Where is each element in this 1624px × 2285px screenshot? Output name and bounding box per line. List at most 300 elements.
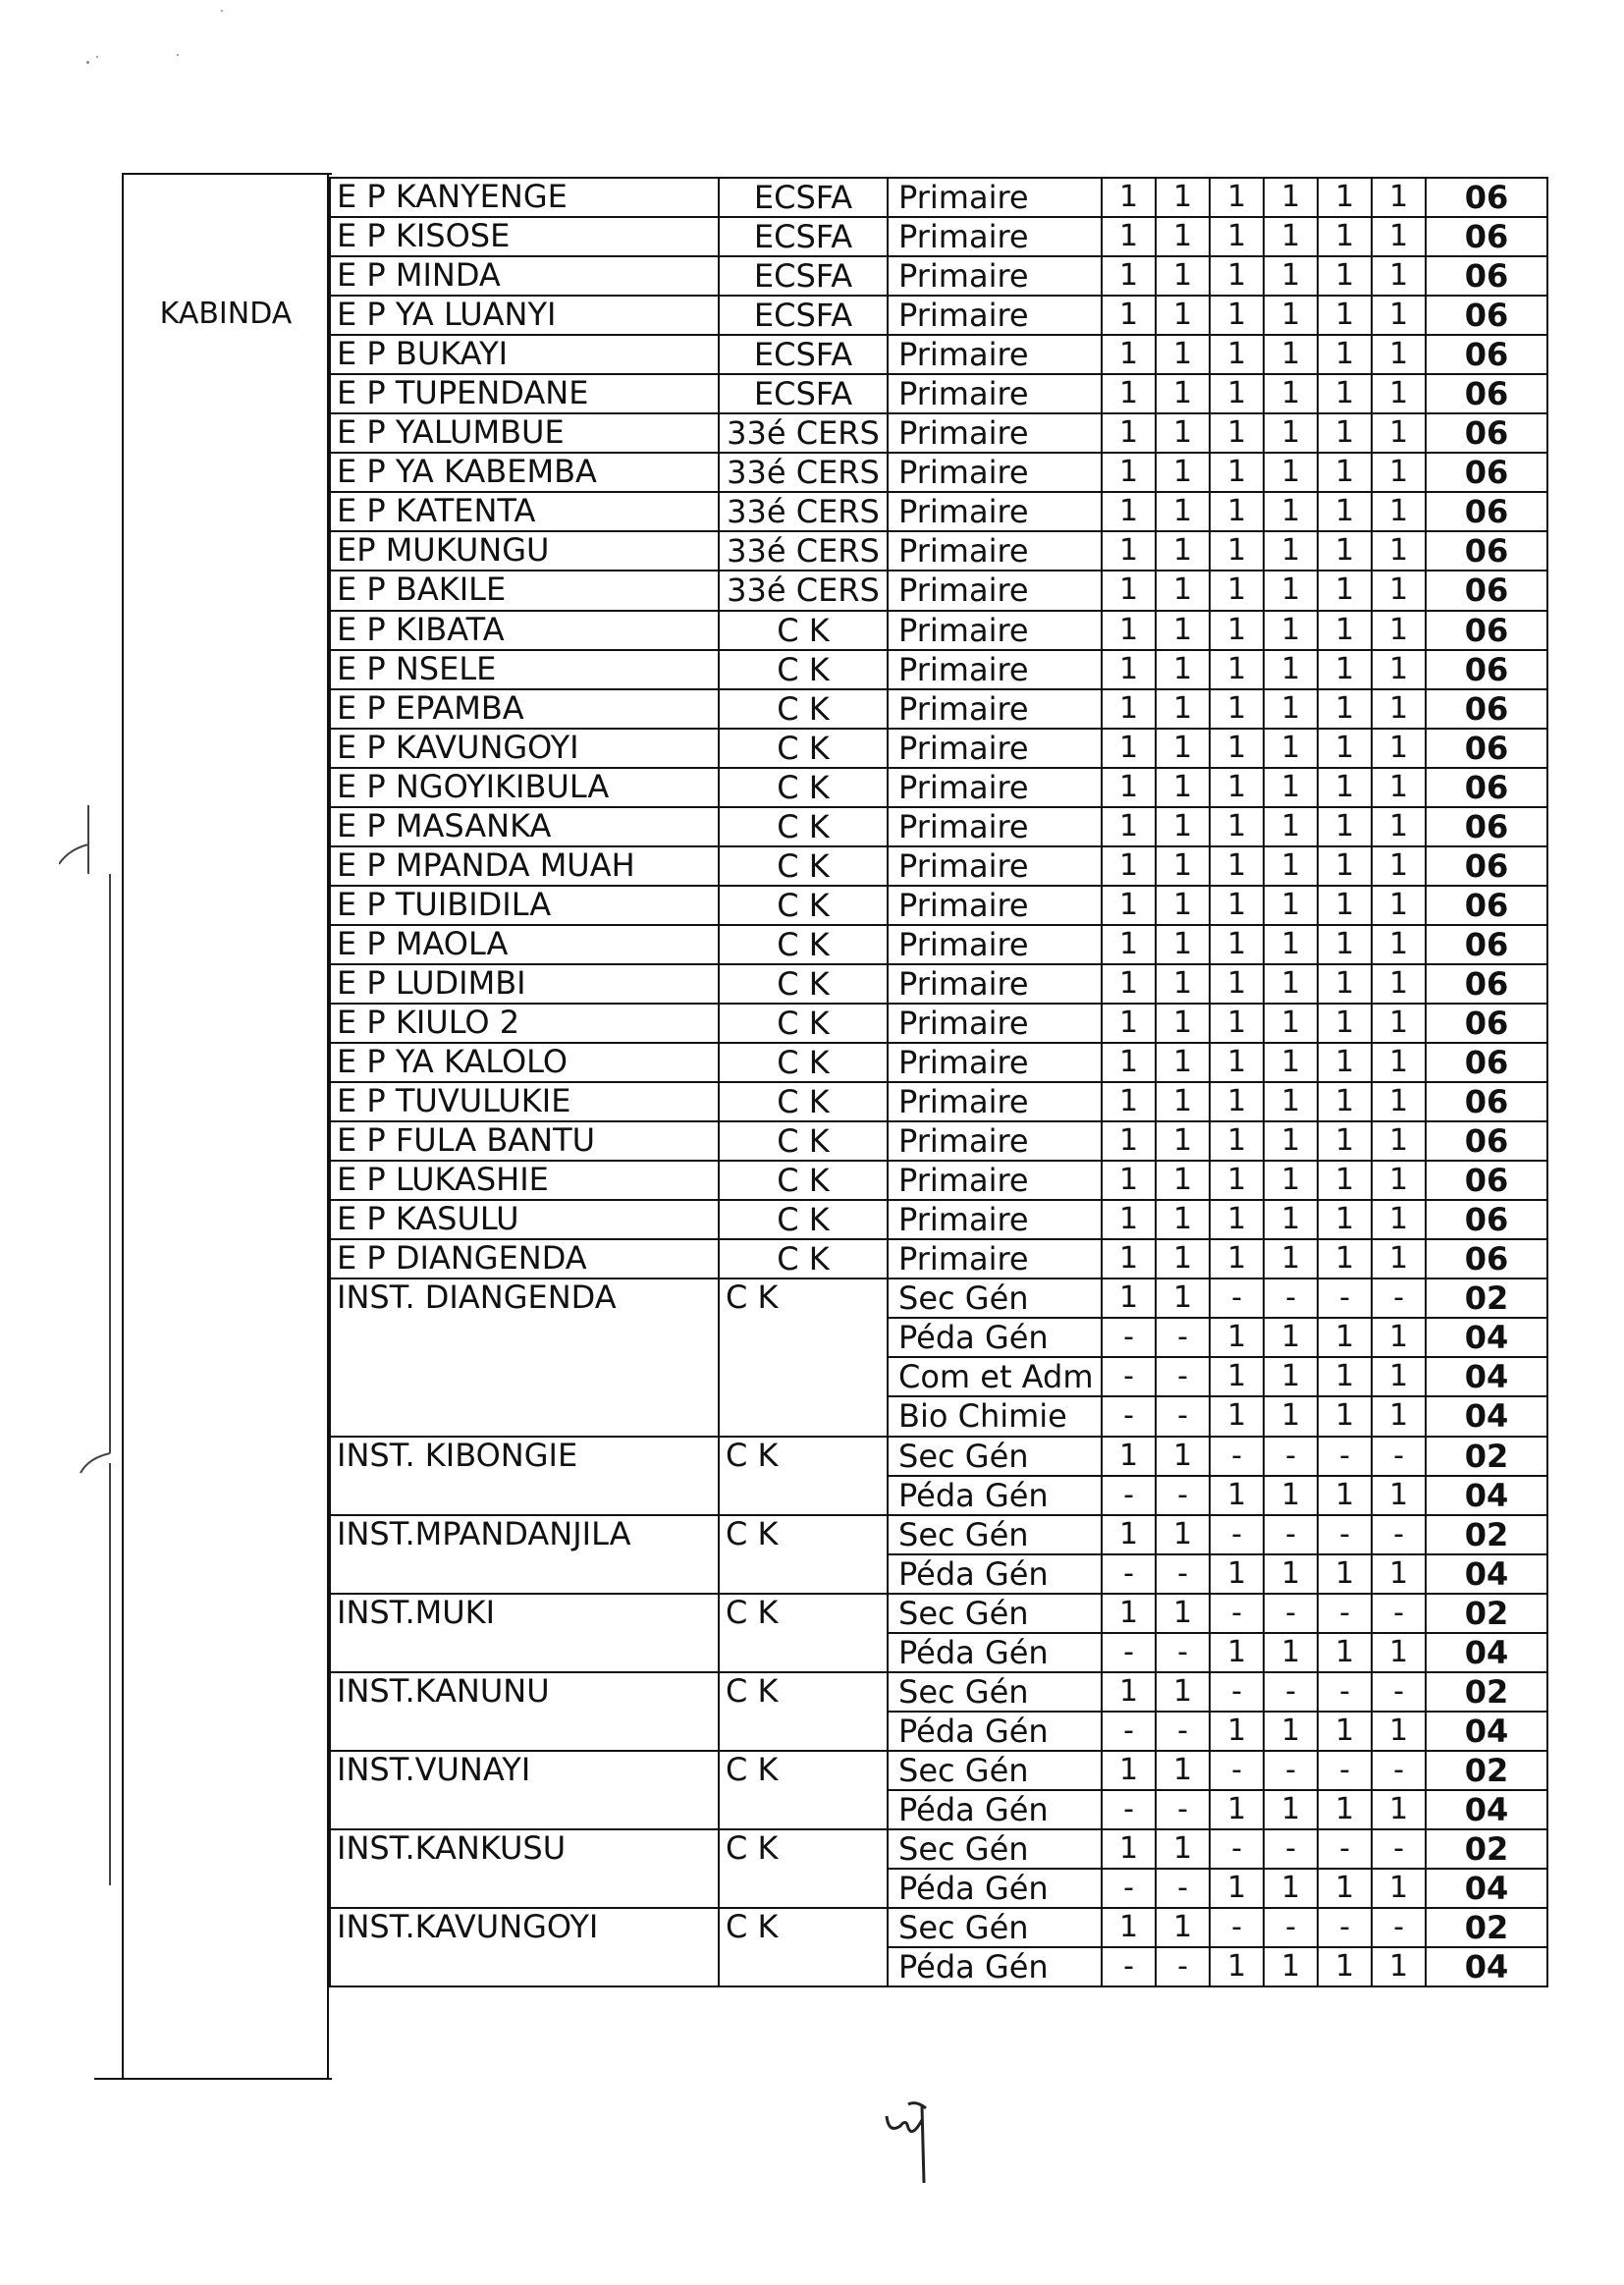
- count-cell: 1: [1102, 729, 1156, 768]
- margin-pencil-marks-icon: [59, 805, 137, 2082]
- count-cell: 1: [1318, 571, 1372, 610]
- count-cell: 1: [1156, 296, 1210, 335]
- table-row: [330, 1082, 1547, 1121]
- table-row: [330, 886, 1547, 925]
- count-cell: 1: [1156, 807, 1210, 846]
- table-row: [330, 335, 1547, 374]
- count-cell: 1: [1102, 925, 1156, 964]
- count-cell: 1: [1264, 256, 1318, 296]
- count-cell: 1: [1318, 1554, 1372, 1594]
- table-row: [330, 689, 1547, 729]
- school-name-cell: E P KASULU: [330, 1200, 719, 1239]
- count-cell: 1: [1156, 964, 1210, 1004]
- count-cell: 1: [1210, 1082, 1264, 1121]
- total-cell: 06: [1426, 374, 1547, 413]
- table-row: [330, 1594, 1547, 1633]
- count-cell: 1: [1264, 1869, 1318, 1908]
- count-cell: 1: [1210, 217, 1264, 256]
- table-row: [330, 453, 1547, 492]
- count-cell: -: [1156, 1357, 1210, 1396]
- count-cell: 1: [1264, 1318, 1318, 1357]
- region-label: KABINDA: [159, 297, 293, 331]
- count-cell: -: [1156, 1554, 1210, 1594]
- count-cell: 1: [1210, 1869, 1264, 1908]
- count-cell: 1: [1372, 335, 1426, 374]
- count-cell: -: [1210, 1672, 1264, 1712]
- organisation-cell: 33é CERS: [719, 453, 888, 492]
- school-name-cell: E P MAOLA: [330, 925, 719, 964]
- count-cell: 1: [1372, 1947, 1426, 1986]
- count-cell: 1: [1102, 1043, 1156, 1082]
- count-cell: -: [1102, 1554, 1156, 1594]
- total-cell: 02: [1426, 1279, 1547, 1318]
- table-row: [330, 1121, 1547, 1161]
- total-cell: 02: [1426, 1829, 1547, 1869]
- count-cell: 1: [1102, 413, 1156, 453]
- count-cell: 1: [1264, 964, 1318, 1004]
- table-row: [330, 1515, 1547, 1554]
- count-cell: 1: [1318, 1712, 1372, 1751]
- count-cell: -: [1318, 1279, 1372, 1318]
- count-cell: 1: [1210, 1712, 1264, 1751]
- count-cell: 1: [1210, 1004, 1264, 1043]
- count-cell: 1: [1264, 531, 1318, 571]
- count-cell: 1: [1372, 1712, 1426, 1751]
- count-cell: 1: [1372, 492, 1426, 531]
- total-cell: 04: [1426, 1947, 1547, 1986]
- count-cell: 1: [1318, 768, 1372, 807]
- count-cell: 1: [1318, 729, 1372, 768]
- count-cell: 1: [1102, 964, 1156, 1004]
- total-cell: 06: [1426, 1043, 1547, 1082]
- count-cell: 1: [1264, 1121, 1318, 1161]
- count-cell: -: [1264, 1594, 1318, 1633]
- count-cell: 1: [1156, 729, 1210, 768]
- count-cell: 1: [1264, 453, 1318, 492]
- count-cell: 1: [1372, 256, 1426, 296]
- count-cell: 1: [1156, 256, 1210, 296]
- count-cell: 1: [1264, 807, 1318, 846]
- count-cell: 1: [1102, 1437, 1156, 1476]
- count-cell: 1: [1210, 886, 1264, 925]
- school-name-cell: E P NGOYIKIBULA: [330, 768, 719, 807]
- count-cell: -: [1264, 1908, 1318, 1947]
- count-cell: 1: [1318, 689, 1372, 729]
- total-cell: 06: [1426, 1200, 1547, 1239]
- count-cell: 1: [1156, 846, 1210, 886]
- count-cell: 1: [1318, 1004, 1372, 1043]
- count-cell: 1: [1318, 492, 1372, 531]
- total-cell: 04: [1426, 1554, 1547, 1594]
- table-row: [330, 217, 1547, 256]
- count-cell: 1: [1264, 1082, 1318, 1121]
- count-cell: 1: [1318, 256, 1372, 296]
- count-cell: 1: [1156, 650, 1210, 689]
- institute-name-cell: INST. DIANGENDA: [330, 1279, 719, 1436]
- count-cell: 1: [1372, 413, 1426, 453]
- total-cell: 06: [1426, 689, 1547, 729]
- level-cell: Primaire: [888, 846, 1102, 886]
- count-cell: 1: [1102, 178, 1156, 217]
- table-row: [330, 296, 1547, 335]
- count-cell: 1: [1318, 1476, 1372, 1515]
- count-cell: 1: [1318, 1318, 1372, 1357]
- count-cell: 1: [1156, 413, 1210, 453]
- level-cell: Primaire: [888, 1082, 1102, 1121]
- level-cell: Primaire: [888, 413, 1102, 453]
- count-cell: 1: [1372, 807, 1426, 846]
- organisation-cell: C K: [719, 1751, 888, 1829]
- count-cell: 1: [1156, 1672, 1210, 1712]
- count-cell: 1: [1372, 846, 1426, 886]
- level-cell: Primaire: [888, 335, 1102, 374]
- section-cell: Péda Gén: [888, 1947, 1102, 1986]
- table-row: [330, 374, 1547, 413]
- total-cell: 04: [1426, 1633, 1547, 1672]
- school-name-cell: E P LUKASHIE: [330, 1161, 719, 1200]
- count-cell: 1: [1318, 1790, 1372, 1829]
- count-cell: 1: [1264, 768, 1318, 807]
- count-cell: -: [1102, 1318, 1156, 1357]
- count-cell: 1: [1210, 256, 1264, 296]
- organisation-cell: C K: [719, 925, 888, 964]
- scan-speck: [221, 10, 223, 12]
- count-cell: 1: [1318, 846, 1372, 886]
- school-name-cell: E P KATENTA: [330, 492, 719, 531]
- table-row: [330, 846, 1547, 886]
- count-cell: 1: [1318, 964, 1372, 1004]
- count-cell: 1: [1102, 1908, 1156, 1947]
- count-cell: 1: [1102, 1829, 1156, 1869]
- organisation-cell: 33é CERS: [719, 531, 888, 571]
- count-cell: -: [1264, 1437, 1318, 1476]
- count-cell: -: [1102, 1790, 1156, 1829]
- school-name-cell: E P YALUMBUE: [330, 413, 719, 453]
- count-cell: 1: [1210, 1318, 1264, 1357]
- level-cell: Primaire: [888, 611, 1102, 650]
- count-cell: 1: [1156, 1004, 1210, 1043]
- school-name-cell: E P KISOSE: [330, 217, 719, 256]
- count-cell: 1: [1156, 1082, 1210, 1121]
- school-name-cell: EP MUKUNGU: [330, 531, 719, 571]
- count-cell: -: [1156, 1396, 1210, 1436]
- count-cell: 1: [1264, 1239, 1318, 1279]
- count-cell: 1: [1210, 1200, 1264, 1239]
- count-cell: 1: [1210, 807, 1264, 846]
- table-row: [330, 1239, 1547, 1279]
- count-cell: 1: [1318, 1869, 1372, 1908]
- organisation-cell: ECSFA: [719, 178, 888, 217]
- count-cell: 1: [1318, 374, 1372, 413]
- count-cell: 1: [1372, 531, 1426, 571]
- count-cell: 1: [1318, 335, 1372, 374]
- organisation-cell: 33é CERS: [719, 413, 888, 453]
- count-cell: 1: [1264, 374, 1318, 413]
- table-row: [330, 729, 1547, 768]
- count-cell: 1: [1264, 217, 1318, 256]
- total-cell: 06: [1426, 611, 1547, 650]
- count-cell: 1: [1264, 1554, 1318, 1594]
- organisation-cell: C K: [719, 1121, 888, 1161]
- section-cell: Sec Gén: [888, 1515, 1102, 1554]
- count-cell: 1: [1318, 217, 1372, 256]
- count-cell: 1: [1210, 1121, 1264, 1161]
- table-row: [330, 807, 1547, 846]
- count-cell: 1: [1264, 1357, 1318, 1396]
- count-cell: -: [1372, 1672, 1426, 1712]
- total-cell: 06: [1426, 1239, 1547, 1279]
- count-cell: 1: [1210, 335, 1264, 374]
- table-row: [330, 1200, 1547, 1239]
- organisation-cell: C K: [719, 1437, 888, 1515]
- count-cell: 1: [1156, 1515, 1210, 1554]
- institute-name-cell: INST.MPANDANJILA: [330, 1515, 719, 1594]
- total-cell: 06: [1426, 217, 1547, 256]
- table-row: [330, 1279, 1547, 1318]
- organisation-cell: C K: [719, 1279, 888, 1436]
- count-cell: 1: [1102, 453, 1156, 492]
- scan-speck: [86, 61, 89, 64]
- count-cell: 1: [1318, 925, 1372, 964]
- handwritten-page-number-icon: [879, 2096, 957, 2185]
- total-cell: 04: [1426, 1476, 1547, 1515]
- count-cell: 1: [1264, 571, 1318, 610]
- table-row: [330, 571, 1547, 610]
- count-cell: 1: [1372, 689, 1426, 729]
- table-row: [330, 1161, 1547, 1200]
- count-cell: 1: [1372, 1633, 1426, 1672]
- level-cell: Primaire: [888, 1121, 1102, 1161]
- count-cell: 1: [1210, 492, 1264, 531]
- count-cell: 1: [1102, 217, 1156, 256]
- level-cell: Primaire: [888, 256, 1102, 296]
- count-cell: 1: [1264, 335, 1318, 374]
- level-cell: Primaire: [888, 374, 1102, 413]
- organisation-cell: ECSFA: [719, 256, 888, 296]
- count-cell: 1: [1210, 1633, 1264, 1672]
- count-cell: 1: [1210, 1043, 1264, 1082]
- total-cell: 04: [1426, 1396, 1547, 1436]
- table-row: [330, 611, 1547, 650]
- count-cell: 1: [1318, 413, 1372, 453]
- count-cell: 1: [1210, 413, 1264, 453]
- count-cell: 1: [1264, 846, 1318, 886]
- table-row: [330, 178, 1547, 217]
- count-cell: 1: [1102, 611, 1156, 650]
- count-cell: 1: [1318, 886, 1372, 925]
- level-cell: Primaire: [888, 531, 1102, 571]
- count-cell: 1: [1102, 1594, 1156, 1633]
- count-cell: 1: [1372, 886, 1426, 925]
- count-cell: 1: [1210, 689, 1264, 729]
- count-cell: 1: [1156, 1437, 1210, 1476]
- school-name-cell: E P YA KALOLO: [330, 1043, 719, 1082]
- count-cell: 1: [1372, 1869, 1426, 1908]
- table-row: [330, 256, 1547, 296]
- total-cell: 06: [1426, 296, 1547, 335]
- count-cell: 1: [1318, 1200, 1372, 1239]
- count-cell: 1: [1156, 217, 1210, 256]
- count-cell: 1: [1264, 1004, 1318, 1043]
- count-cell: 1: [1156, 1279, 1210, 1318]
- count-cell: -: [1210, 1279, 1264, 1318]
- count-cell: 1: [1102, 1672, 1156, 1712]
- count-cell: -: [1102, 1712, 1156, 1751]
- count-cell: 1: [1318, 1396, 1372, 1436]
- organisation-cell: C K: [719, 886, 888, 925]
- organisation-cell: C K: [719, 1672, 888, 1751]
- total-cell: 06: [1426, 846, 1547, 886]
- count-cell: 1: [1264, 1633, 1318, 1672]
- count-cell: -: [1210, 1829, 1264, 1869]
- count-cell: 1: [1210, 729, 1264, 768]
- count-cell: 1: [1156, 1829, 1210, 1869]
- total-cell: 06: [1426, 886, 1547, 925]
- count-cell: 1: [1372, 964, 1426, 1004]
- institute-name-cell: INST.VUNAYI: [330, 1751, 719, 1829]
- count-cell: -: [1264, 1279, 1318, 1318]
- organisation-cell: C K: [719, 807, 888, 846]
- level-cell: Primaire: [888, 886, 1102, 925]
- level-cell: Primaire: [888, 571, 1102, 610]
- level-cell: Primaire: [888, 729, 1102, 768]
- count-cell: 1: [1102, 1279, 1156, 1318]
- organisation-cell: C K: [719, 1829, 888, 1908]
- count-cell: -: [1102, 1396, 1156, 1436]
- count-cell: 1: [1156, 1121, 1210, 1161]
- region-frame-top: [122, 173, 332, 175]
- school-name-cell: E P NSELE: [330, 650, 719, 689]
- organisation-cell: ECSFA: [719, 335, 888, 374]
- count-cell: -: [1210, 1594, 1264, 1633]
- organisation-cell: C K: [719, 1082, 888, 1121]
- total-cell: 02: [1426, 1437, 1547, 1476]
- total-cell: 06: [1426, 571, 1547, 610]
- count-cell: 1: [1102, 374, 1156, 413]
- count-cell: -: [1264, 1751, 1318, 1790]
- total-cell: 02: [1426, 1594, 1547, 1633]
- section-cell: Péda Gén: [888, 1554, 1102, 1594]
- level-cell: Primaire: [888, 1200, 1102, 1239]
- count-cell: 1: [1318, 453, 1372, 492]
- level-cell: Primaire: [888, 650, 1102, 689]
- count-cell: 1: [1264, 1476, 1318, 1515]
- count-cell: 1: [1372, 1004, 1426, 1043]
- total-cell: 02: [1426, 1908, 1547, 1947]
- count-cell: -: [1102, 1947, 1156, 1986]
- count-cell: 1: [1372, 1121, 1426, 1161]
- organisation-cell: C K: [719, 1161, 888, 1200]
- section-cell: Péda Gén: [888, 1712, 1102, 1751]
- count-cell: -: [1102, 1476, 1156, 1515]
- total-cell: 04: [1426, 1790, 1547, 1829]
- count-cell: -: [1102, 1357, 1156, 1396]
- count-cell: 1: [1102, 531, 1156, 571]
- total-cell: 06: [1426, 964, 1547, 1004]
- count-cell: 1: [1210, 1161, 1264, 1200]
- count-cell: 1: [1264, 1396, 1318, 1436]
- count-cell: 1: [1156, 1239, 1210, 1279]
- school-name-cell: E P DIANGENDA: [330, 1239, 719, 1279]
- organisation-cell: C K: [719, 729, 888, 768]
- organisation-cell: C K: [719, 611, 888, 650]
- count-cell: -: [1318, 1908, 1372, 1947]
- organisation-cell: C K: [719, 846, 888, 886]
- count-cell: -: [1156, 1633, 1210, 1672]
- count-cell: -: [1264, 1829, 1318, 1869]
- count-cell: 1: [1318, 1239, 1372, 1279]
- count-cell: 1: [1372, 217, 1426, 256]
- count-cell: -: [1318, 1672, 1372, 1712]
- section-cell: Péda Gén: [888, 1869, 1102, 1908]
- organisation-cell: 33é CERS: [719, 492, 888, 531]
- school-name-cell: E P KANYENGE: [330, 178, 719, 217]
- organisation-cell: C K: [719, 1200, 888, 1239]
- section-cell: Péda Gén: [888, 1790, 1102, 1829]
- count-cell: 1: [1318, 807, 1372, 846]
- count-cell: -: [1318, 1751, 1372, 1790]
- count-cell: -: [1318, 1829, 1372, 1869]
- school-name-cell: E P MASANKA: [330, 807, 719, 846]
- count-cell: -: [1372, 1437, 1426, 1476]
- count-cell: 1: [1156, 453, 1210, 492]
- count-cell: 1: [1318, 650, 1372, 689]
- count-cell: -: [1372, 1515, 1426, 1554]
- count-cell: 1: [1264, 1043, 1318, 1082]
- count-cell: 1: [1210, 1239, 1264, 1279]
- level-cell: Primaire: [888, 296, 1102, 335]
- school-name-cell: E P YA KABEMBA: [330, 453, 719, 492]
- table-row: [330, 1004, 1547, 1043]
- count-cell: -: [1210, 1515, 1264, 1554]
- count-cell: 1: [1156, 886, 1210, 925]
- count-cell: 1: [1372, 453, 1426, 492]
- count-cell: 1: [1372, 925, 1426, 964]
- count-cell: 1: [1210, 1476, 1264, 1515]
- count-cell: 1: [1264, 1712, 1318, 1751]
- organisation-cell: ECSFA: [719, 296, 888, 335]
- total-cell: 06: [1426, 1082, 1547, 1121]
- count-cell: -: [1264, 1515, 1318, 1554]
- total-cell: 06: [1426, 729, 1547, 768]
- count-cell: 1: [1210, 964, 1264, 1004]
- count-cell: -: [1264, 1672, 1318, 1712]
- level-cell: Primaire: [888, 1004, 1102, 1043]
- count-cell: -: [1372, 1594, 1426, 1633]
- institute-name-cell: INST.KANKUSU: [330, 1829, 719, 1908]
- count-cell: 1: [1264, 1161, 1318, 1200]
- count-cell: 1: [1102, 846, 1156, 886]
- count-cell: 1: [1156, 1043, 1210, 1082]
- school-name-cell: E P BUKAYI: [330, 335, 719, 374]
- count-cell: -: [1372, 1751, 1426, 1790]
- count-cell: 1: [1372, 729, 1426, 768]
- section-cell: Sec Gén: [888, 1594, 1102, 1633]
- count-cell: 1: [1372, 1357, 1426, 1396]
- total-cell: 06: [1426, 531, 1547, 571]
- level-cell: Primaire: [888, 1043, 1102, 1082]
- count-cell: 1: [1102, 1161, 1156, 1200]
- total-cell: 02: [1426, 1515, 1547, 1554]
- count-cell: 1: [1264, 1947, 1318, 1986]
- organisation-cell: 33é CERS: [719, 571, 888, 610]
- count-cell: 1: [1156, 1161, 1210, 1200]
- count-cell: 1: [1102, 650, 1156, 689]
- count-cell: 1: [1102, 571, 1156, 610]
- table-row: [330, 1751, 1547, 1790]
- total-cell: 06: [1426, 768, 1547, 807]
- organisation-cell: C K: [719, 1594, 888, 1672]
